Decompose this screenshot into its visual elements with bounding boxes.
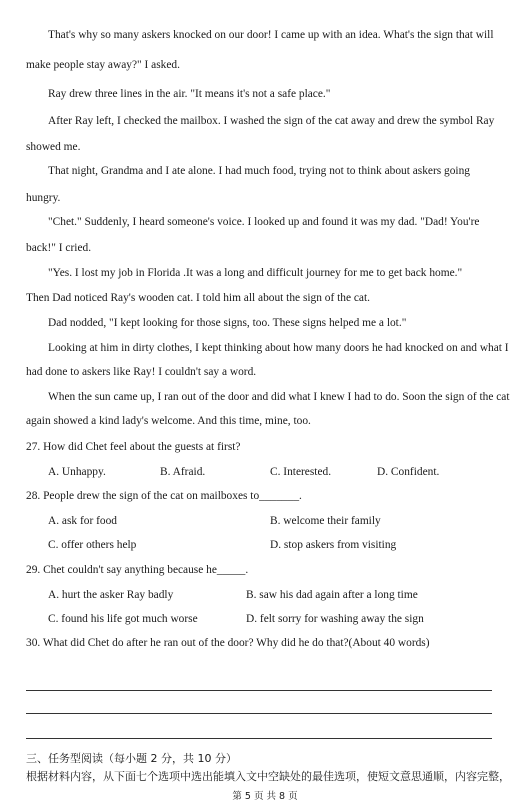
answer-line[interactable] xyxy=(26,738,492,739)
answer-option[interactable]: C. found his life got much worse xyxy=(48,613,198,625)
answer-option[interactable]: A. hurt the asker Ray badly xyxy=(48,589,174,601)
passage-line: That night, Grandma and I ate alone. I had much food, trying not to think about askers going xyxy=(48,165,470,177)
passage-line: Ray drew three lines in the air. "It means it's not a safe place." xyxy=(48,88,331,100)
question-stem: 30. What did Chet do after he ran out of the door? Why did he do that?(About 40 words) xyxy=(26,637,430,649)
passage-line: hungry. xyxy=(26,192,61,204)
answer-option[interactable]: A. Unhappy. xyxy=(48,466,106,478)
passage-line: back!" I cried. xyxy=(26,242,92,254)
passage-line: That's why so many askers knocked on our door! I came up with an idea. What's the sign that will xyxy=(48,29,494,41)
answer-option[interactable]: B. Afraid. xyxy=(160,466,206,478)
passage-line: "Yes. I lost my job in Florida .It was a long and difficult journey for me to get back home." xyxy=(48,267,463,279)
passage-line: showed me. xyxy=(26,141,81,153)
question-stem: 27. How did Chet feel about the guests at first? xyxy=(26,441,241,453)
answer-option[interactable]: A. ask for food xyxy=(48,515,117,527)
section-heading: 三、任务型阅读（每小题 2 分，共 10 分） xyxy=(26,752,237,765)
question-stem: 28. People drew the sign of the cat on mailboxes to_______. xyxy=(26,490,302,502)
passage-line: "Chet." Suddenly, I heard someone's voice. I looked up and found it was my dad. "Dad! You're xyxy=(48,216,480,228)
question-stem: 29. Chet couldn't say anything because he_____. xyxy=(26,564,249,576)
answer-option[interactable]: C. offer others help xyxy=(48,539,137,551)
answer-option[interactable]: B. welcome their family xyxy=(270,515,381,527)
passage-line: had done to askers like Ray! I couldn't say a word. xyxy=(26,366,257,378)
answer-line[interactable] xyxy=(26,713,492,714)
answer-option[interactable]: B. saw his dad again after a long time xyxy=(246,589,418,601)
passage-line: Dad nodded, "I kept looking for those signs, too. These signs helped me a lot." xyxy=(48,317,407,329)
passage-line: After Ray left, I checked the mailbox. I washed the sign of the cat away and drew the symbol Ray xyxy=(48,115,495,127)
passage-line: Looking at him in dirty clothes, I kept thinking about how many doors he had knocked on and what I xyxy=(48,342,509,354)
answer-option[interactable]: C. Interested. xyxy=(270,466,332,478)
section-instruction: 根据材料内容，从下面七个选项中选出能填入文中空缺处的最佳选项，使短文意思通顺，内容完整， xyxy=(26,770,510,783)
answer-option[interactable]: D. felt sorry for washing away the sign xyxy=(246,613,424,625)
page-footer: 第 5 页 共 8 页 xyxy=(232,791,298,802)
passage-line: When the sun came up, I ran out of the door and did what I knew I had to do. Soon the sign of the cat xyxy=(48,391,510,403)
answer-line[interactable] xyxy=(26,690,492,691)
passage-line: again showed a kind lady's welcome. And this time, mine, too. xyxy=(26,415,311,427)
answer-option[interactable]: D. Confident. xyxy=(377,466,440,478)
passage-line: make people stay away?" I asked. xyxy=(26,59,180,71)
answer-option[interactable]: D. stop askers from visiting xyxy=(270,539,397,551)
passage-line: Then Dad noticed Ray's wooden cat. I told him all about the sign of the cat. xyxy=(26,292,370,304)
